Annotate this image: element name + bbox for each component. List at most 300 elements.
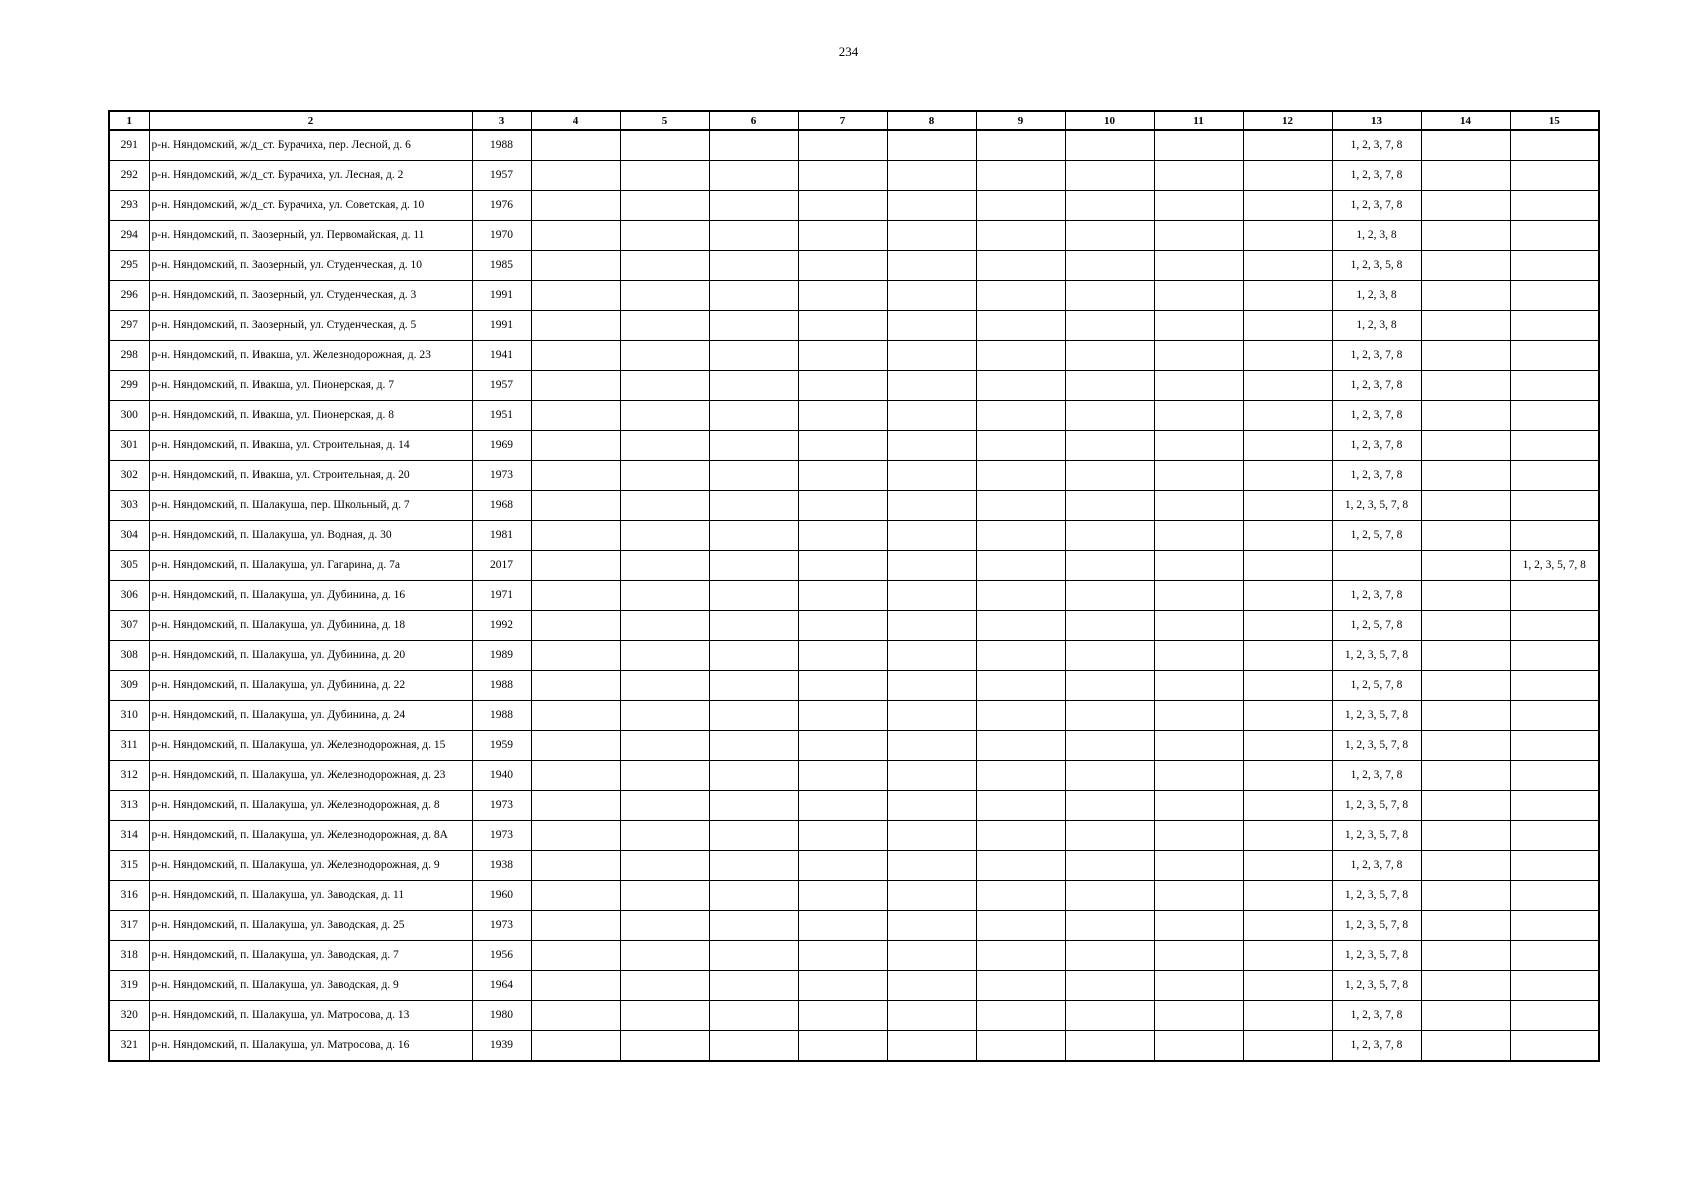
cell-col-12 [1243, 251, 1332, 281]
year-cell: 1960 [472, 881, 531, 911]
cell-col-10 [1065, 881, 1154, 911]
cell-col-10 [1065, 431, 1154, 461]
cell-col-11 [1154, 881, 1243, 911]
col-15-cell [1510, 1001, 1599, 1031]
cell-col-6 [709, 791, 798, 821]
address-cell: р-н. Няндомский, п. Ивакша, ул. Пионерская, д. 7 [149, 371, 472, 401]
cell-col-14 [1421, 401, 1510, 431]
table-row [109, 311, 1599, 341]
cell-col-12 [1243, 731, 1332, 761]
cell-col-4 [531, 971, 620, 1001]
cell-col-6 [709, 701, 798, 731]
row-number-cell: 293 [109, 191, 149, 221]
cell-col-6 [709, 431, 798, 461]
row-number-cell: 305 [109, 551, 149, 581]
col-15-cell [1510, 911, 1599, 941]
cell-col-12 [1243, 161, 1332, 191]
cell-col-8 [887, 311, 976, 341]
address-cell: р-н. Няндомский, п. Ивакша, ул. Строительная, д. 20 [149, 461, 472, 491]
cell-col-7 [798, 731, 887, 761]
col-15-cell [1510, 671, 1599, 701]
row-number-cell: 302 [109, 461, 149, 491]
cell-col-6 [709, 191, 798, 221]
cell-col-11 [1154, 281, 1243, 311]
cell-col-5 [620, 221, 709, 251]
cell-col-14 [1421, 761, 1510, 791]
column-header-7: 7 [798, 111, 887, 130]
table-row [109, 191, 1599, 221]
year-cell: 1938 [472, 851, 531, 881]
cell-col-7 [798, 251, 887, 281]
cell-col-5 [620, 551, 709, 581]
cell-col-7 [798, 1001, 887, 1031]
col-13-cell: 1, 2, 3, 5, 7, 8 [1332, 791, 1421, 821]
cell-col-11 [1154, 761, 1243, 791]
cell-col-10 [1065, 461, 1154, 491]
cell-col-10 [1065, 911, 1154, 941]
cell-col-5 [620, 341, 709, 371]
cell-col-12 [1243, 281, 1332, 311]
address-cell: р-н. Няндомский, п. Заозерный, ул. Студенческая, д. 10 [149, 251, 472, 281]
col-13-cell: 1, 2, 3, 7, 8 [1332, 130, 1421, 161]
col-13-cell: 1, 2, 3, 5, 7, 8 [1332, 821, 1421, 851]
cell-col-6 [709, 851, 798, 881]
cell-col-12 [1243, 971, 1332, 1001]
cell-col-9 [976, 251, 1065, 281]
col-15-cell [1510, 881, 1599, 911]
col-15-cell [1510, 221, 1599, 251]
cell-col-7 [798, 281, 887, 311]
col-15-cell [1510, 461, 1599, 491]
cell-col-12 [1243, 341, 1332, 371]
cell-col-6 [709, 341, 798, 371]
cell-col-7 [798, 941, 887, 971]
cell-col-12 [1243, 941, 1332, 971]
year-cell: 1981 [472, 521, 531, 551]
year-cell: 1970 [472, 221, 531, 251]
cell-col-7 [798, 671, 887, 701]
cell-col-7 [798, 371, 887, 401]
cell-col-14 [1421, 941, 1510, 971]
cell-col-8 [887, 611, 976, 641]
cell-col-5 [620, 161, 709, 191]
cell-col-14 [1421, 281, 1510, 311]
column-header-12: 12 [1243, 111, 1332, 130]
column-header-2: 2 [149, 111, 472, 130]
year-cell: 1985 [472, 251, 531, 281]
cell-col-4 [531, 130, 620, 161]
cell-col-14 [1421, 851, 1510, 881]
year-cell: 1988 [472, 701, 531, 731]
cell-col-7 [798, 611, 887, 641]
cell-col-10 [1065, 641, 1154, 671]
cell-col-10 [1065, 491, 1154, 521]
cell-col-5 [620, 731, 709, 761]
year-cell: 1992 [472, 611, 531, 641]
cell-col-7 [798, 551, 887, 581]
row-number-cell: 307 [109, 611, 149, 641]
cell-col-9 [976, 971, 1065, 1001]
cell-col-10 [1065, 371, 1154, 401]
cell-col-14 [1421, 461, 1510, 491]
cell-col-14 [1421, 1001, 1510, 1031]
cell-col-9 [976, 701, 1065, 731]
cell-col-14 [1421, 221, 1510, 251]
cell-col-14 [1421, 311, 1510, 341]
cell-col-10 [1065, 671, 1154, 701]
cell-col-5 [620, 491, 709, 521]
cell-col-7 [798, 311, 887, 341]
cell-col-8 [887, 371, 976, 401]
col-13-cell: 1, 2, 3, 7, 8 [1332, 851, 1421, 881]
column-header-9: 9 [976, 111, 1065, 130]
cell-col-12 [1243, 491, 1332, 521]
cell-col-14 [1421, 161, 1510, 191]
cell-col-6 [709, 941, 798, 971]
col-13-cell [1332, 551, 1421, 581]
housing-registry-table [108, 110, 1600, 1062]
address-cell: р-н. Няндомский, п. Шалакуша, ул. Дубинина, д. 22 [149, 671, 472, 701]
table-row [109, 821, 1599, 851]
cell-col-14 [1421, 881, 1510, 911]
cell-col-9 [976, 761, 1065, 791]
col-13-cell: 1, 2, 3, 8 [1332, 221, 1421, 251]
cell-col-4 [531, 791, 620, 821]
row-number-cell: 313 [109, 791, 149, 821]
cell-col-4 [531, 311, 620, 341]
address-cell: р-н. Няндомский, п. Шалакуша, ул. Водная, д. 30 [149, 521, 472, 551]
col-13-cell: 1, 2, 5, 7, 8 [1332, 611, 1421, 641]
row-number-cell: 292 [109, 161, 149, 191]
cell-col-14 [1421, 641, 1510, 671]
cell-col-7 [798, 130, 887, 161]
cell-col-5 [620, 881, 709, 911]
column-header-8: 8 [887, 111, 976, 130]
cell-col-12 [1243, 130, 1332, 161]
cell-col-9 [976, 551, 1065, 581]
cell-col-9 [976, 221, 1065, 251]
col-13-cell: 1, 2, 5, 7, 8 [1332, 671, 1421, 701]
year-cell: 1956 [472, 941, 531, 971]
col-15-cell [1510, 431, 1599, 461]
cell-col-14 [1421, 611, 1510, 641]
cell-col-9 [976, 581, 1065, 611]
cell-col-5 [620, 371, 709, 401]
col-13-cell: 1, 2, 3, 5, 7, 8 [1332, 641, 1421, 671]
cell-col-7 [798, 401, 887, 431]
cell-col-7 [798, 521, 887, 551]
table-row [109, 221, 1599, 251]
cell-col-5 [620, 941, 709, 971]
col-13-cell: 1, 2, 3, 7, 8 [1332, 341, 1421, 371]
cell-col-8 [887, 971, 976, 1001]
address-cell: р-н. Няндомский, п. Шалакуша, ул. Железнодорожная, д. 15 [149, 731, 472, 761]
table-row [109, 1031, 1599, 1062]
cell-col-6 [709, 821, 798, 851]
cell-col-7 [798, 881, 887, 911]
cell-col-6 [709, 761, 798, 791]
col-15-cell [1510, 401, 1599, 431]
cell-col-14 [1421, 341, 1510, 371]
address-cell: р-н. Няндомский, п. Шалакуша, ул. Дубинина, д. 16 [149, 581, 472, 611]
cell-col-11 [1154, 701, 1243, 731]
cell-col-4 [531, 521, 620, 551]
cell-col-14 [1421, 371, 1510, 401]
address-cell: р-н. Няндомский, ж/д_ст. Бурачиха, пер. Лесной, д. 6 [149, 130, 472, 161]
row-number-cell: 306 [109, 581, 149, 611]
cell-col-11 [1154, 221, 1243, 251]
cell-col-8 [887, 791, 976, 821]
cell-col-12 [1243, 1001, 1332, 1031]
col-15-cell [1510, 851, 1599, 881]
cell-col-7 [798, 221, 887, 251]
cell-col-11 [1154, 1001, 1243, 1031]
cell-col-12 [1243, 1031, 1332, 1062]
cell-col-6 [709, 881, 798, 911]
col-15-cell [1510, 130, 1599, 161]
cell-col-8 [887, 761, 976, 791]
col-15-cell [1510, 1031, 1599, 1062]
cell-col-8 [887, 671, 976, 701]
cell-col-4 [531, 821, 620, 851]
col-13-cell: 1, 2, 3, 5, 7, 8 [1332, 941, 1421, 971]
cell-col-8 [887, 521, 976, 551]
year-cell: 2017 [472, 551, 531, 581]
cell-col-6 [709, 551, 798, 581]
cell-col-4 [531, 551, 620, 581]
cell-col-6 [709, 731, 798, 761]
col-13-cell: 1, 2, 3, 7, 8 [1332, 761, 1421, 791]
table-row [109, 581, 1599, 611]
cell-col-4 [531, 701, 620, 731]
table-body [109, 130, 1599, 1061]
cell-col-6 [709, 1031, 798, 1062]
cell-col-9 [976, 491, 1065, 521]
cell-col-9 [976, 371, 1065, 401]
cell-col-10 [1065, 971, 1154, 1001]
table-row [109, 971, 1599, 1001]
cell-col-12 [1243, 371, 1332, 401]
page-number: 234 [838, 44, 859, 59]
cell-col-8 [887, 641, 976, 671]
cell-col-8 [887, 461, 976, 491]
cell-col-5 [620, 130, 709, 161]
cell-col-7 [798, 761, 887, 791]
cell-col-9 [976, 130, 1065, 161]
cell-col-5 [620, 671, 709, 701]
cell-col-5 [620, 311, 709, 341]
year-cell: 1971 [472, 581, 531, 611]
col-15-cell [1510, 251, 1599, 281]
cell-col-6 [709, 911, 798, 941]
cell-col-4 [531, 641, 620, 671]
year-cell: 1973 [472, 911, 531, 941]
cell-col-9 [976, 311, 1065, 341]
cell-col-8 [887, 881, 976, 911]
address-cell: р-н. Няндомский, ж/д_ст. Бурачиха, ул. Советская, д. 10 [149, 191, 472, 221]
cell-col-11 [1154, 311, 1243, 341]
cell-col-6 [709, 461, 798, 491]
cell-col-10 [1065, 191, 1154, 221]
address-cell: р-н. Няндомский, п. Ивакша, ул. Пионерская, д. 8 [149, 401, 472, 431]
cell-col-14 [1421, 191, 1510, 221]
cell-col-9 [976, 1031, 1065, 1062]
cell-col-5 [620, 521, 709, 551]
header-row [109, 111, 1599, 130]
cell-col-4 [531, 731, 620, 761]
year-cell: 1959 [472, 731, 531, 761]
cell-col-14 [1421, 821, 1510, 851]
cell-col-5 [620, 851, 709, 881]
column-header-4: 4 [531, 111, 620, 130]
cell-col-10 [1065, 281, 1154, 311]
cell-col-5 [620, 401, 709, 431]
table-row [109, 401, 1599, 431]
row-number-cell: 316 [109, 881, 149, 911]
cell-col-5 [620, 191, 709, 221]
cell-col-10 [1065, 401, 1154, 431]
cell-col-10 [1065, 521, 1154, 551]
address-cell: р-н. Няндомский, п. Шалакуша, ул. Заводская, д. 25 [149, 911, 472, 941]
row-number-cell: 308 [109, 641, 149, 671]
table-row [109, 671, 1599, 701]
cell-col-10 [1065, 130, 1154, 161]
cell-col-10 [1065, 341, 1154, 371]
row-number-cell: 321 [109, 1031, 149, 1062]
row-number-cell: 297 [109, 311, 149, 341]
year-cell: 1980 [472, 1001, 531, 1031]
cell-col-6 [709, 1001, 798, 1031]
col-15-cell [1510, 761, 1599, 791]
cell-col-11 [1154, 401, 1243, 431]
year-cell: 1957 [472, 161, 531, 191]
cell-col-9 [976, 611, 1065, 641]
year-cell: 1964 [472, 971, 531, 1001]
cell-col-14 [1421, 130, 1510, 161]
table-header [109, 111, 1599, 130]
col-15-cell [1510, 341, 1599, 371]
address-cell: р-н. Няндомский, п. Ивакша, ул. Железнодорожная, д. 23 [149, 341, 472, 371]
cell-col-4 [531, 941, 620, 971]
col-13-cell: 1, 2, 5, 7, 8 [1332, 521, 1421, 551]
cell-col-6 [709, 971, 798, 1001]
address-cell: р-н. Няндомский, п. Шалакуша, ул. Матросова, д. 13 [149, 1001, 472, 1031]
cell-col-8 [887, 251, 976, 281]
cell-col-6 [709, 221, 798, 251]
cell-col-8 [887, 941, 976, 971]
cell-col-9 [976, 911, 1065, 941]
col-15-cell [1510, 371, 1599, 401]
cell-col-4 [531, 671, 620, 701]
row-number-cell: 311 [109, 731, 149, 761]
row-number-cell: 318 [109, 941, 149, 971]
address-cell: р-н. Няндомский, п. Шалакуша, ул. Дубинина, д. 18 [149, 611, 472, 641]
cell-col-4 [531, 851, 620, 881]
column-header-13: 13 [1332, 111, 1421, 130]
cell-col-6 [709, 281, 798, 311]
cell-col-4 [531, 1001, 620, 1031]
cell-col-4 [531, 161, 620, 191]
cell-col-10 [1065, 791, 1154, 821]
cell-col-5 [620, 581, 709, 611]
cell-col-10 [1065, 731, 1154, 761]
year-cell: 1989 [472, 641, 531, 671]
col-13-cell: 1, 2, 3, 7, 8 [1332, 401, 1421, 431]
col-15-cell [1510, 941, 1599, 971]
row-number-cell: 312 [109, 761, 149, 791]
cell-col-11 [1154, 491, 1243, 521]
cell-col-14 [1421, 521, 1510, 551]
cell-col-5 [620, 251, 709, 281]
cell-col-8 [887, 911, 976, 941]
cell-col-5 [620, 791, 709, 821]
row-number-cell: 300 [109, 401, 149, 431]
cell-col-7 [798, 341, 887, 371]
cell-col-8 [887, 701, 976, 731]
cell-col-9 [976, 401, 1065, 431]
cell-col-9 [976, 191, 1065, 221]
cell-col-11 [1154, 1031, 1243, 1062]
cell-col-7 [798, 581, 887, 611]
row-number-cell: 298 [109, 341, 149, 371]
col-13-cell: 1, 2, 3, 5, 7, 8 [1332, 881, 1421, 911]
cell-col-7 [798, 971, 887, 1001]
cell-col-8 [887, 281, 976, 311]
col-13-cell: 1, 2, 3, 7, 8 [1332, 581, 1421, 611]
table-row [109, 881, 1599, 911]
cell-col-4 [531, 911, 620, 941]
table-row [109, 461, 1599, 491]
cell-col-4 [531, 191, 620, 221]
address-cell: р-н. Няндомский, п. Заозерный, ул. Студенческая, д. 5 [149, 311, 472, 341]
cell-col-6 [709, 641, 798, 671]
table-row [109, 130, 1599, 161]
row-number-cell: 304 [109, 521, 149, 551]
cell-col-6 [709, 401, 798, 431]
table-row [109, 521, 1599, 551]
cell-col-4 [531, 581, 620, 611]
cell-col-11 [1154, 251, 1243, 281]
col-15-cell [1510, 311, 1599, 341]
cell-col-8 [887, 341, 976, 371]
cell-col-6 [709, 581, 798, 611]
cell-col-9 [976, 1001, 1065, 1031]
cell-col-12 [1243, 521, 1332, 551]
cell-col-12 [1243, 911, 1332, 941]
table-row [109, 161, 1599, 191]
cell-col-10 [1065, 551, 1154, 581]
cell-col-10 [1065, 761, 1154, 791]
cell-col-6 [709, 371, 798, 401]
col-15-cell [1510, 611, 1599, 641]
cell-col-4 [531, 761, 620, 791]
row-number-cell: 301 [109, 431, 149, 461]
address-cell: р-н. Няндомский, п. Шалакуша, ул. Железнодорожная, д. 8А [149, 821, 472, 851]
cell-col-5 [620, 761, 709, 791]
cell-col-10 [1065, 611, 1154, 641]
cell-col-7 [798, 491, 887, 521]
table-row [109, 701, 1599, 731]
cell-col-9 [976, 851, 1065, 881]
cell-col-12 [1243, 221, 1332, 251]
cell-col-4 [531, 281, 620, 311]
cell-col-6 [709, 491, 798, 521]
cell-col-10 [1065, 581, 1154, 611]
cell-col-8 [887, 821, 976, 851]
cell-col-10 [1065, 821, 1154, 851]
cell-col-12 [1243, 461, 1332, 491]
cell-col-12 [1243, 791, 1332, 821]
